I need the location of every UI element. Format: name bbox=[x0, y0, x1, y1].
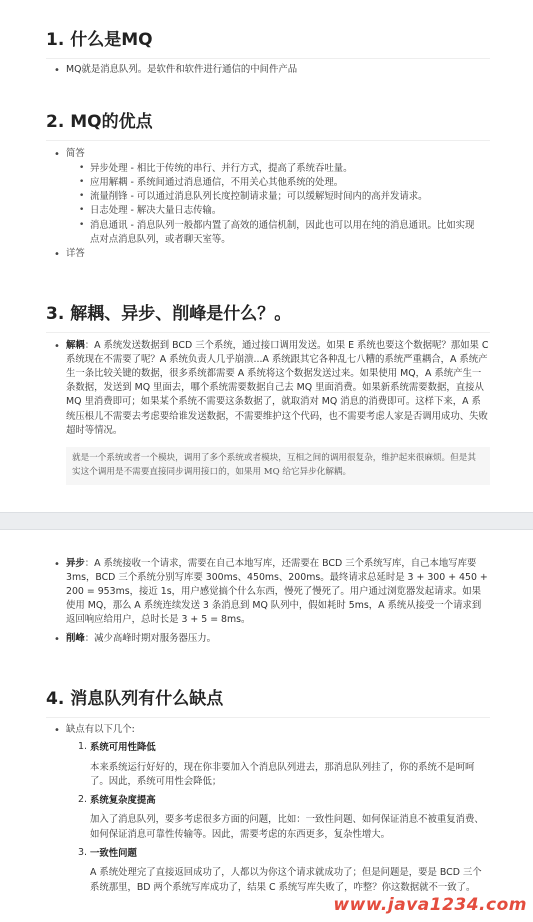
page-separator bbox=[0, 512, 533, 530]
section-3-title: 3. 解耦、异步、削峰是什么？。 bbox=[46, 302, 490, 333]
list-item-detail: • 详答 bbox=[66, 247, 490, 261]
drawback-text: 本来系统运行好好的，现在你非要加入个消息队列进去，那消息队列挂了，你的系统不是呵呵了。因此，系统可用性会降低； bbox=[90, 761, 475, 788]
async-keyword: 异步 bbox=[66, 558, 85, 569]
drawback-title: 系统可用性降低 bbox=[90, 742, 156, 754]
drawback-title: 一致性问题 bbox=[90, 847, 137, 859]
list-item: • 流量削锋 - 可以通过消息队列长度控制请求量；可以缓解短时间内的高并发请求。 bbox=[90, 190, 490, 204]
decouple-quote: 就是一个系统或者一个模块，调用了多个系统或者模块，互相之间的调用很复杂，维护起来很麻烦。但是其实这个调用是不需要直接同步调用接口的，如果用 MQ 给它异步化解耦。 bbox=[66, 447, 490, 485]
brief-sublist bbox=[66, 162, 490, 247]
drawback-1: 1. 系统可用性降低 本来系统运行好好的，现在你非要加入个消息队列进去，那消息队列挂了，你的系统不是呵呵了。因此，系统可用性会降低； bbox=[90, 740, 490, 790]
peak-keyword: 削峰 bbox=[66, 632, 85, 644]
async-text: ：A 系统接收一个请求，需要在自己本地写库，还需要在 BCD 三个系统写库，自己本地写库要 3ms，BCD 三个系统分别写库要 300ms、450ms、200ms。最终请求总延时是 3 + 300 + 450 + 200 = 953ms，接近 1s，用户感觉搞个什么东西，慢死了慢死了。用户通过浏览器发起请求。如果使用 MQ，那么 A 系统连续发送 3 条消息到 MQ 队列中，假如耗时 5ms，A 系统从接受一个请求到返回响应给用户，总时长是 3 + 5 = 8ms。 bbox=[66, 558, 488, 626]
section-2-list bbox=[66, 147, 490, 261]
list-item: • MQ就是消息队列。是软件和软件进行通信的中间件产品 bbox=[66, 63, 490, 77]
section-1-list bbox=[66, 63, 490, 77]
list-item-brief: • 简答 bbox=[66, 147, 490, 161]
drawback-title: 系统复杂度提高 bbox=[90, 794, 156, 806]
list-item: • 日志处理 - 解决大量日志传输。 bbox=[90, 204, 490, 218]
drawback-2: 2. 系统复杂度提高 加入了消息队列，要多考虑很多方面的问题，比如：一致性问题、如何保证消息不被重复消费、如何保证消息可靠性传输等。因此，需要考虑的东西更多，复杂性增大。 bbox=[90, 793, 490, 843]
section-1-title: 1. 什么是MQ bbox=[46, 28, 490, 59]
page-2 bbox=[0, 530, 533, 922]
drawback-text: 加入了消息队列，要多考虑很多方面的问题，比如：一致性问题、如何保证消息不被重复消费、如何保证消息可靠性传输等。因此，需要考虑的东西更多，复杂性增大。 bbox=[90, 814, 484, 840]
list-item: • 应用解耦 - 系统间通过消息通信，不用关心其他系统的处理。 bbox=[90, 176, 490, 190]
decouple-keyword: 解耦 bbox=[66, 340, 85, 351]
peak-text: ：减少高峰时期对服务器压力。 bbox=[84, 632, 217, 644]
section-2-title: 2. MQ的优点 bbox=[46, 110, 490, 141]
drawback-list bbox=[66, 740, 490, 895]
watermark: www.java1234.com bbox=[333, 894, 527, 915]
decouple-text: ：A 系统发送数据到 BCD 三个系统，通过接口调用发送。如果 E 系统也要这个数据呢？那如果 C 系统现在不需要了呢？A 系统负责人几乎崩溃...A 系统跟其它各种乱七八糟的系统严重耦合，A 系统产生一条比较关键的数据，很多系统都需要 A 系统将这个数据发送过来。如果使用 MQ，A 系统产生一条数据，发送到 MQ 里面去，哪个系统需要数据自己去 MQ 里面消费。如果新系统需要数据，直接从 MQ 里消费即可；如果某个系统不需要这条数据了，就取消对 MQ 消息的消费即可。这样下来，A 系统压根儿不需要去考虑要给谁发送数据，不需要维护这个代码，也不需要考虑人家是否调用成功、失败超时等情况。 bbox=[66, 340, 489, 436]
list-item: • 异步处理 - 相比于传统的串行、并行方式，提高了系统吞吐量。 bbox=[90, 162, 490, 176]
drawback-text: A 系统处理完了直接返回成功了，人都以为你这个请求就成功了；但是问题是，要是 BCD 三个系统那里，BD 两个系统写库成功了，结果 C 系统写库失败了，咋整？你这数据就不一致了。 bbox=[90, 867, 482, 893]
drawback-3: 3. 一致性问题 A 系统处理完了直接返回成功了，人都以为你这个请求就成功了；但是问题是，要是 BCD 三个系统那里，BD 两个系统写库成功了，结果 C 系统写库失败了，咋整？你这数据就不一致了。 bbox=[90, 846, 490, 896]
decouple-item bbox=[66, 339, 490, 438]
section-4-list bbox=[66, 723, 490, 895]
async-item bbox=[66, 557, 490, 646]
list-item: • 消息通讯 - 消息队列一般都内置了高效的通信机制，因此也可以用在纯的消息通讯。比如实现点对点消息队列，或者聊天室等。 bbox=[90, 219, 480, 247]
list-item-intro: • 缺点有以下几个: bbox=[66, 723, 490, 737]
section-4-title: 4. 消息队列有什么缺点 bbox=[46, 687, 490, 718]
